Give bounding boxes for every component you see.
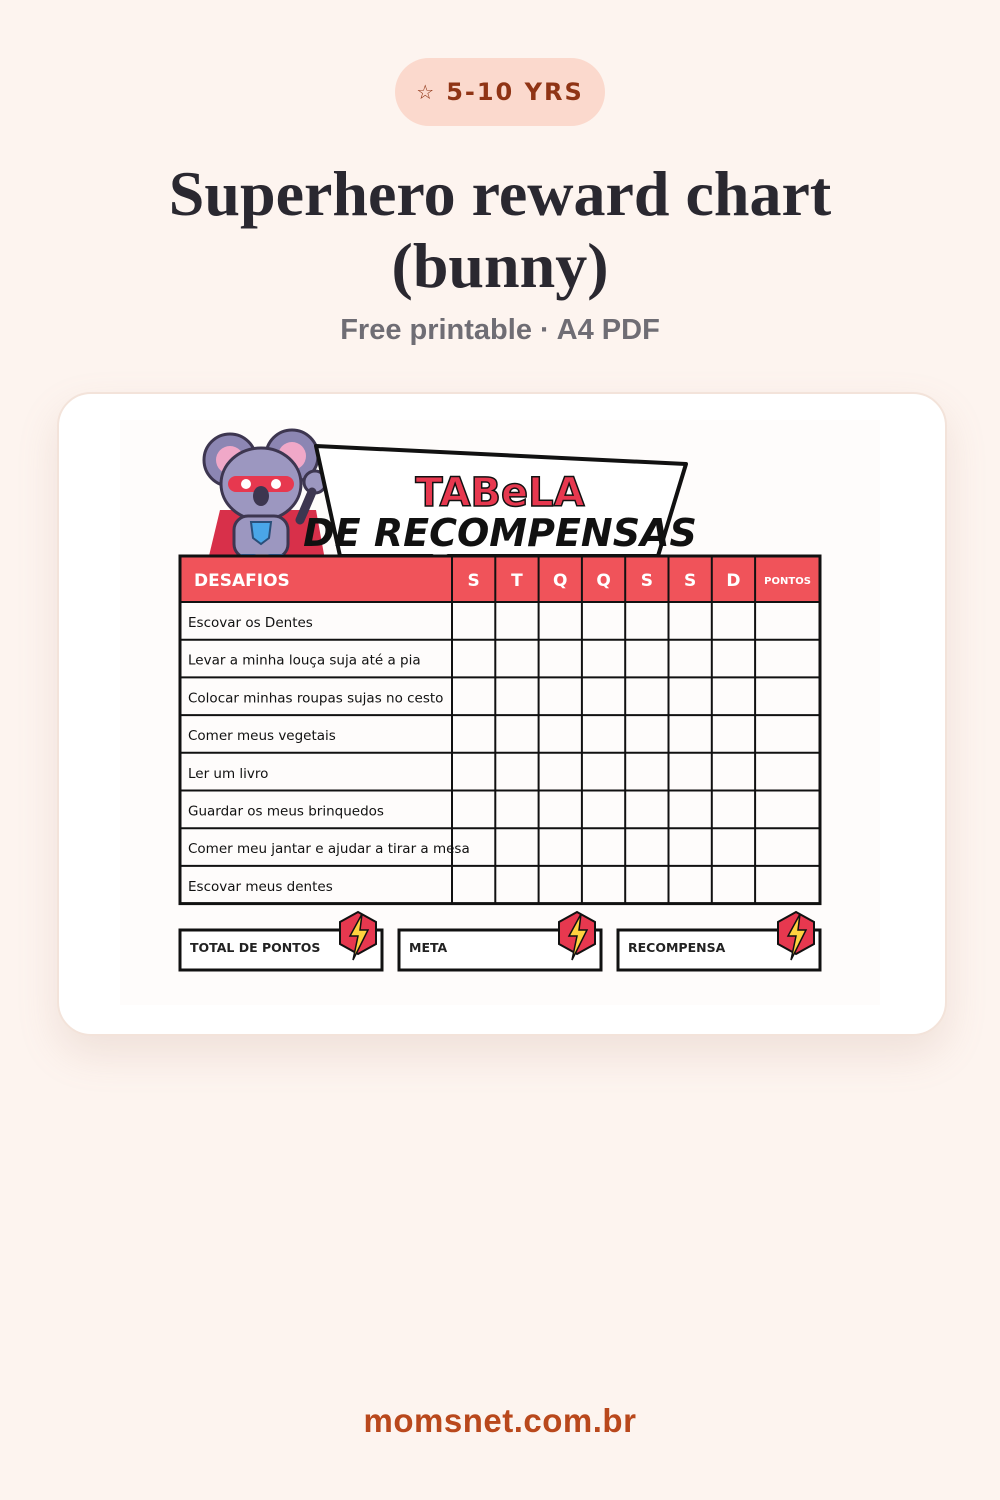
challenge-row-label: Comer meu jantar e ajudar a tirar a mesa xyxy=(188,841,470,858)
footer-box-label: RECOMPENSA xyxy=(628,940,726,955)
day-header: S xyxy=(467,571,480,591)
day-header: T xyxy=(511,571,523,591)
day-header: Q xyxy=(596,571,611,591)
footer-box-label: META xyxy=(409,940,448,955)
day-header: S xyxy=(684,571,697,591)
reward-chart-sheet xyxy=(120,420,880,1005)
star-icon: ☆ xyxy=(416,80,437,104)
age-badge-text: 5-10 YRS xyxy=(446,78,584,106)
points-header: PONTOS xyxy=(764,576,811,587)
challenge-row-label: Guardar os meus brinquedos xyxy=(188,803,384,820)
page-title xyxy=(0,158,1000,302)
challenge-row-label: Comer meus vegetais xyxy=(188,728,336,745)
site-footer[interactable]: momsnet.com.br xyxy=(363,1402,637,1439)
challenge-row-label: Escovar os Dentes xyxy=(188,615,313,631)
chart-heading-top: TABeLA xyxy=(415,470,585,516)
page-title-line2: (bunny) xyxy=(391,230,609,301)
challenge-row-label: Ler um livro xyxy=(188,765,269,782)
challenge-row-label: Levar a minha louça suja até a pia xyxy=(188,652,421,669)
age-badge xyxy=(395,58,605,126)
day-header: Q xyxy=(553,571,568,591)
chart-preview xyxy=(120,420,880,1005)
page-subtitle: Free printable · A4 PDF xyxy=(340,314,660,346)
challenge-row-label: Escovar meus dentes xyxy=(188,878,333,895)
day-header: D xyxy=(726,571,741,591)
day-header: S xyxy=(640,571,653,591)
challenge-row-label: Colocar minhas roupas sujas no cesto xyxy=(188,690,444,707)
chart-heading-bottom: DE RECOMPENSAS xyxy=(303,511,697,555)
challenges-header: DESAFIOS xyxy=(194,571,290,591)
footer-box-label: TOTAL DE PONTOS xyxy=(190,940,321,955)
page-title-line1: Superhero reward chart xyxy=(168,158,832,229)
